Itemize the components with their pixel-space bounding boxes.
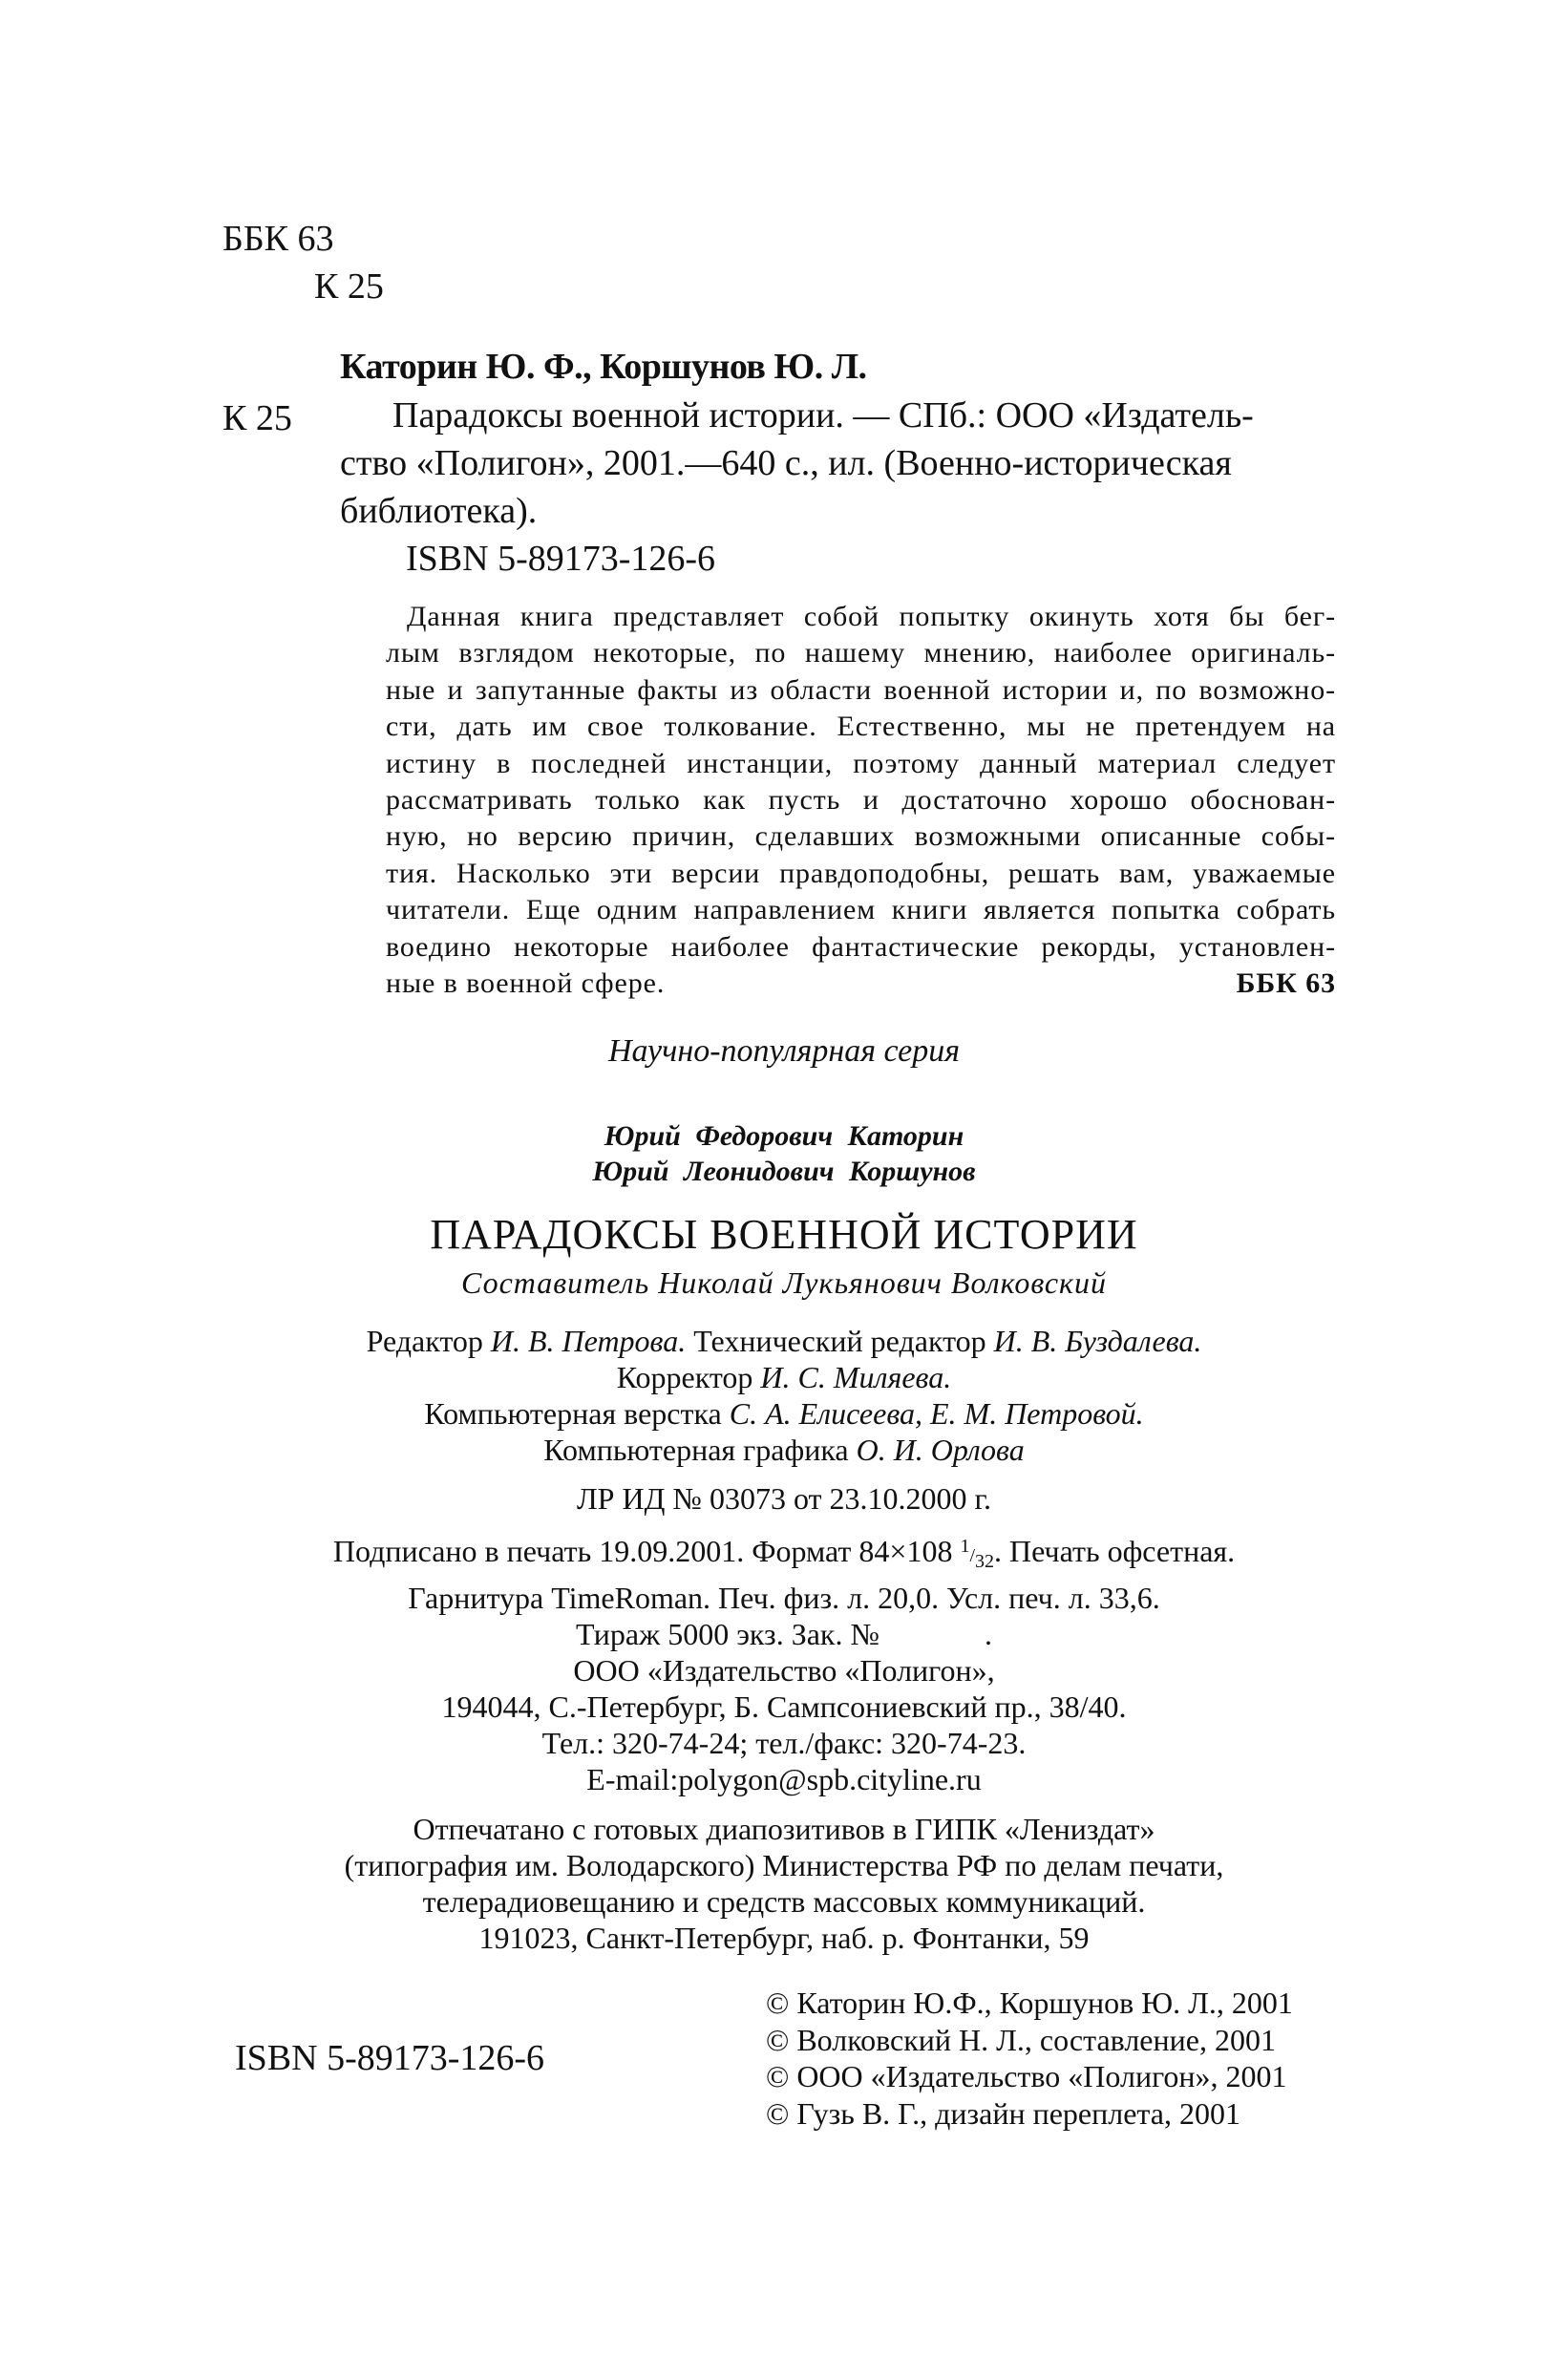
printer-line: (типография им. Володарского) Министерства РФ по делам печати, bbox=[344, 1848, 1224, 1882]
graphics-name: О. И. Орлова bbox=[856, 1433, 1025, 1467]
annotation-line: рассматривать только как пусть и достаточно хорошо обоснован- bbox=[386, 783, 1336, 816]
print-signed-row bbox=[0, 1528, 1568, 1580]
publisher-info bbox=[0, 1652, 1568, 1797]
copyright-line: © Каторин Ю.Ф., Коршунов Ю. Л., 2001 bbox=[766, 1986, 1293, 2020]
compiler: Составитель Николай Лукьянович Волковский bbox=[461, 1265, 1107, 1300]
credits-row bbox=[0, 1323, 1568, 1359]
annotation-line: воедино некоторые наиболее фантастические рекорды, установлен- bbox=[386, 930, 1336, 963]
copyright-block bbox=[766, 1985, 1293, 2132]
print-run-tail: . bbox=[985, 1617, 992, 1651]
copyright-line: © ООО «Издательство «Полигон», 2001 bbox=[766, 2059, 1287, 2093]
print-typeface: Гарнитура TimeRoman. Печ. физ. л. 20,0. Усл. печ. л. 33,6. bbox=[408, 1581, 1160, 1615]
print-run-row bbox=[0, 1616, 1568, 1652]
annotation-line: истину в последней инстанции, поэтому данный материал следует bbox=[386, 747, 1336, 779]
corrector-name: И. С. Миляева. bbox=[760, 1360, 952, 1394]
publisher-line: ООО «Издательство «Полигон», bbox=[573, 1653, 995, 1688]
author-full-name: Юрий Федорович Каторин bbox=[604, 1120, 964, 1152]
tech-editor-name: И. В. Буздалева. bbox=[993, 1324, 1202, 1358]
annotation-line: тия. Насколько эти версии правдоподобны, решать вам, уважаемые bbox=[386, 857, 1336, 889]
tech-editor-label: Технический редактор bbox=[693, 1324, 986, 1358]
publisher-line: 194044, С.-Петербург, Б. Сампсониевский пр., 38/40. bbox=[441, 1689, 1127, 1724]
isbn-catalog: ISBN 5-89173-126-6 bbox=[406, 539, 716, 579]
book-title: ПАРАДОКСЫ ВОЕННОЙ ИСТОРИИ bbox=[430, 1211, 1138, 1258]
credits-row bbox=[0, 1395, 1568, 1432]
annotation-line: ную, но версию причин, сделавших возможными описанные собы- bbox=[386, 820, 1336, 853]
editorial-credits bbox=[0, 1323, 1568, 1468]
fraction-numerator: 1 bbox=[960, 1536, 970, 1557]
print-run: Тираж 5000 экз. Зак. № bbox=[576, 1617, 879, 1651]
annotation-line: читатели. Еще одним направлением книги является попытка собрать bbox=[386, 894, 1336, 926]
publisher-line: E-mail:polygon@spb.cityline.ru bbox=[586, 1762, 982, 1796]
annotation-line: сти, дать им свое толкование. Естественно, мы не претендуем на bbox=[386, 711, 1336, 743]
annotation-last-line bbox=[386, 966, 1336, 1002]
annotation-line: Данная книга представляет собой попытку окинуть хотя бы бег- bbox=[407, 601, 1336, 632]
bibliographic-line: Парадоксы военной истории. — СПб.: ООО «Издатель- bbox=[392, 395, 1254, 435]
credits-row bbox=[0, 1432, 1568, 1468]
author-mark: К 25 bbox=[314, 266, 384, 307]
format-fraction: 1/32 bbox=[960, 1536, 994, 1572]
publisher-line: Тел.: 320-74-24; тел./факс: 320-74-23. bbox=[541, 1726, 1027, 1760]
bibliographic-description bbox=[340, 392, 1343, 535]
copyright-line: © Гузь В. Г., дизайн переплета, 2001 bbox=[766, 2095, 1240, 2131]
printer-line: телерадиовещанию и средств массовых коммуникаций. bbox=[422, 1884, 1146, 1919]
annotation-line: лым взглядом некоторые, по нашему мнению, наиболее оригиналь- bbox=[386, 637, 1336, 669]
printer-line: Отпечатано с готовых диапозитивов в ГИПК «Лениздат» bbox=[413, 1812, 1155, 1846]
bibliographic-line: ство «Полигон», 2001.—640 с., ил. (Военно-историческая bbox=[340, 443, 1232, 483]
copyright-line: © Волковский Н. Л., составление, 2001 bbox=[766, 2022, 1276, 2057]
annotation-line: ные и запутанные факты из области военной истории и, по возможно- bbox=[386, 673, 1336, 706]
print-info bbox=[0, 1528, 1568, 1652]
author-full-name: Юрий Леонидович Коршунов bbox=[592, 1156, 976, 1187]
printer-info bbox=[0, 1811, 1568, 1956]
annotation-last-text: ные в военной сфере. bbox=[386, 967, 666, 999]
bibliographic-authors: Каторин Ю. Ф., Коршунов Ю. Л. bbox=[340, 347, 867, 387]
print-signed: Подписано в печать 19.09.2001. Формат 84×108 bbox=[332, 1534, 953, 1568]
bibliographic-line: библиотека). bbox=[340, 491, 538, 531]
printer-line: 191023, Санкт-Петербург, наб. р. Фонтанки, 59 bbox=[478, 1921, 1090, 1955]
isbn-bottom: ISBN 5-89173-126-6 bbox=[235, 2038, 545, 2078]
annotation-bbk: ББК 63 bbox=[1236, 967, 1336, 999]
author-mark-side: К 25 bbox=[222, 398, 292, 438]
graphics-label: Компьютерная графика bbox=[543, 1433, 849, 1467]
series-name: Научно-популярная серия bbox=[607, 1033, 961, 1069]
print-signed-tail: . Печать офсетная. bbox=[994, 1534, 1236, 1568]
editor-label: Редактор bbox=[366, 1324, 483, 1358]
layout-label: Компьютерная верстка bbox=[424, 1396, 722, 1431]
corrector-label: Корректор bbox=[616, 1360, 753, 1394]
fraction-denominator: 32 bbox=[975, 1551, 994, 1572]
layout-names: С. А. Елисеева, Е. М. Петровой. bbox=[729, 1396, 1144, 1431]
annotation bbox=[386, 599, 1336, 1002]
editor-name: И. В. Петрова. bbox=[490, 1324, 687, 1358]
bbk-code: ББК 63 bbox=[222, 219, 334, 259]
credits-row bbox=[0, 1359, 1568, 1395]
license-number: ЛР ИД № 03073 от 23.10.2000 г. bbox=[576, 1481, 992, 1516]
